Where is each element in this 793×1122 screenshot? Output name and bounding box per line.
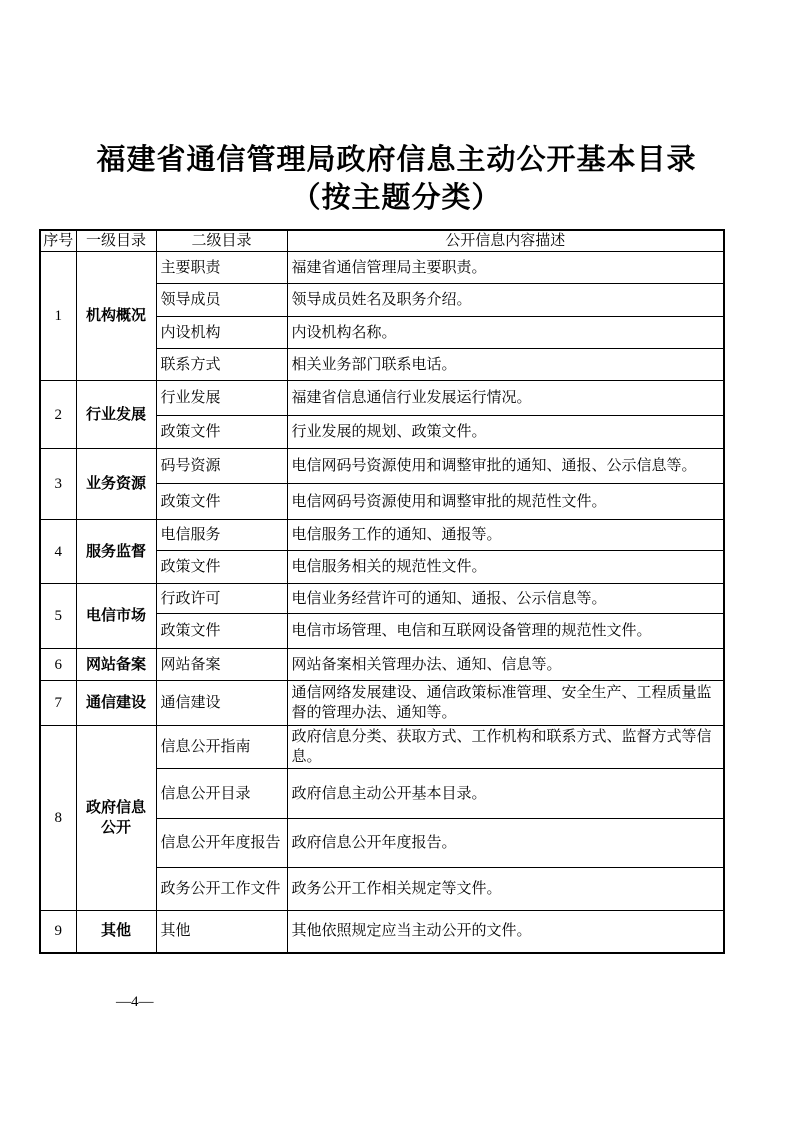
serial-cell: 8 bbox=[40, 726, 76, 911]
level2-cell: 内设机构 bbox=[156, 317, 287, 349]
level1-cell: 其他 bbox=[76, 911, 156, 953]
description-cell: 内设机构名称。 bbox=[287, 317, 724, 349]
serial-cell: 5 bbox=[40, 584, 76, 649]
level2-cell: 主要职责 bbox=[156, 252, 287, 284]
header-cell-serial: 序号 bbox=[40, 230, 76, 252]
description-cell: 电信网码号资源使用和调整审批的规范性文件。 bbox=[287, 484, 724, 520]
table-row bbox=[40, 252, 724, 284]
description-cell: 政府信息分类、获取方式、工作机构和联系方式、监督方式等信息。 bbox=[287, 726, 724, 769]
document-title: 福建省通信管理局政府信息主动公开基本目录 bbox=[96, 144, 697, 176]
level2-cell: 联系方式 bbox=[156, 349, 287, 381]
level2-cell: 电信服务 bbox=[156, 520, 287, 551]
table-row bbox=[40, 726, 724, 769]
header-cell-level2: 二级目录 bbox=[156, 230, 287, 252]
table-header-row bbox=[40, 230, 724, 252]
level2-cell: 网站备案 bbox=[156, 649, 287, 681]
serial-cell: 9 bbox=[40, 911, 76, 953]
description-cell: 行业发展的规划、政策文件。 bbox=[287, 416, 724, 449]
description-cell: 政府信息公开年度报告。 bbox=[287, 819, 724, 868]
description-cell: 政府信息主动公开基本目录。 bbox=[287, 769, 724, 819]
level2-cell: 其他 bbox=[156, 911, 287, 953]
catalog-table-body bbox=[40, 252, 724, 953]
description-cell: 相关业务部门联系电话。 bbox=[287, 349, 724, 381]
level1-cell: 政府信息公开 bbox=[76, 726, 156, 911]
description-cell: 电信业务经营许可的通知、通报、公示信息等。 bbox=[287, 584, 724, 614]
level1-cell: 电信市场 bbox=[76, 584, 156, 649]
description-cell: 通信网络发展建设、通信政策标准管理、安全生产、工程质量监督的管理办法、通知等。 bbox=[287, 681, 724, 726]
level2-cell: 信息公开年度报告 bbox=[156, 819, 287, 868]
level2-cell: 行业发展 bbox=[156, 381, 287, 416]
level2-cell: 领导成员 bbox=[156, 284, 287, 317]
table-row bbox=[40, 381, 724, 416]
level2-cell: 通信建设 bbox=[156, 681, 287, 726]
level1-cell: 业务资源 bbox=[76, 449, 156, 520]
document-subtitle: （按主题分类） bbox=[291, 182, 502, 214]
description-cell: 领导成员姓名及职务介绍。 bbox=[287, 284, 724, 317]
level2-cell: 政策文件 bbox=[156, 416, 287, 449]
description-cell: 网站备案相关管理办法、通知、信息等。 bbox=[287, 649, 724, 681]
header-cell-level1: 一级目录 bbox=[76, 230, 156, 252]
description-cell: 福建省通信管理局主要职责。 bbox=[287, 252, 724, 284]
table-row bbox=[40, 911, 724, 953]
serial-cell: 3 bbox=[40, 449, 76, 520]
level2-cell: 信息公开目录 bbox=[156, 769, 287, 819]
document-title-block bbox=[0, 141, 793, 217]
serial-cell: 7 bbox=[40, 681, 76, 726]
serial-cell: 4 bbox=[40, 520, 76, 584]
level1-cell: 机构概况 bbox=[76, 252, 156, 381]
level2-cell: 政策文件 bbox=[156, 484, 287, 520]
level1-cell: 通信建设 bbox=[76, 681, 156, 726]
table-row bbox=[40, 520, 724, 551]
level1-cell: 网站备案 bbox=[76, 649, 156, 681]
serial-cell: 1 bbox=[40, 252, 76, 381]
description-cell: 电信网码号资源使用和调整审批的通知、通报、公示信息等。 bbox=[287, 449, 724, 484]
level1-cell: 服务监督 bbox=[76, 520, 156, 584]
page-number: —4— bbox=[116, 994, 154, 1010]
serial-cell: 2 bbox=[40, 381, 76, 449]
level2-cell: 政策文件 bbox=[156, 614, 287, 649]
level1-cell: 行业发展 bbox=[76, 381, 156, 449]
description-cell: 电信服务工作的通知、通报等。 bbox=[287, 520, 724, 551]
description-cell: 政务公开工作相关规定等文件。 bbox=[287, 868, 724, 911]
level2-cell: 政务公开工作文件 bbox=[156, 868, 287, 911]
header-cell-description: 公开信息内容描述 bbox=[287, 230, 724, 252]
table-row bbox=[40, 649, 724, 681]
description-cell: 福建省信息通信行业发展运行情况。 bbox=[287, 381, 724, 416]
description-cell: 其他依照规定应当主动公开的文件。 bbox=[287, 911, 724, 953]
description-cell: 电信服务相关的规范性文件。 bbox=[287, 551, 724, 584]
table-row bbox=[40, 584, 724, 614]
level2-cell: 信息公开指南 bbox=[156, 726, 287, 769]
serial-cell: 6 bbox=[40, 649, 76, 681]
level2-cell: 政策文件 bbox=[156, 551, 287, 584]
table-row bbox=[40, 449, 724, 484]
table-row bbox=[40, 681, 724, 726]
catalog-table bbox=[39, 229, 725, 954]
level2-cell: 行政许可 bbox=[156, 584, 287, 614]
level2-cell: 码号资源 bbox=[156, 449, 287, 484]
description-cell: 电信市场管理、电信和互联网设备管理的规范性文件。 bbox=[287, 614, 724, 649]
